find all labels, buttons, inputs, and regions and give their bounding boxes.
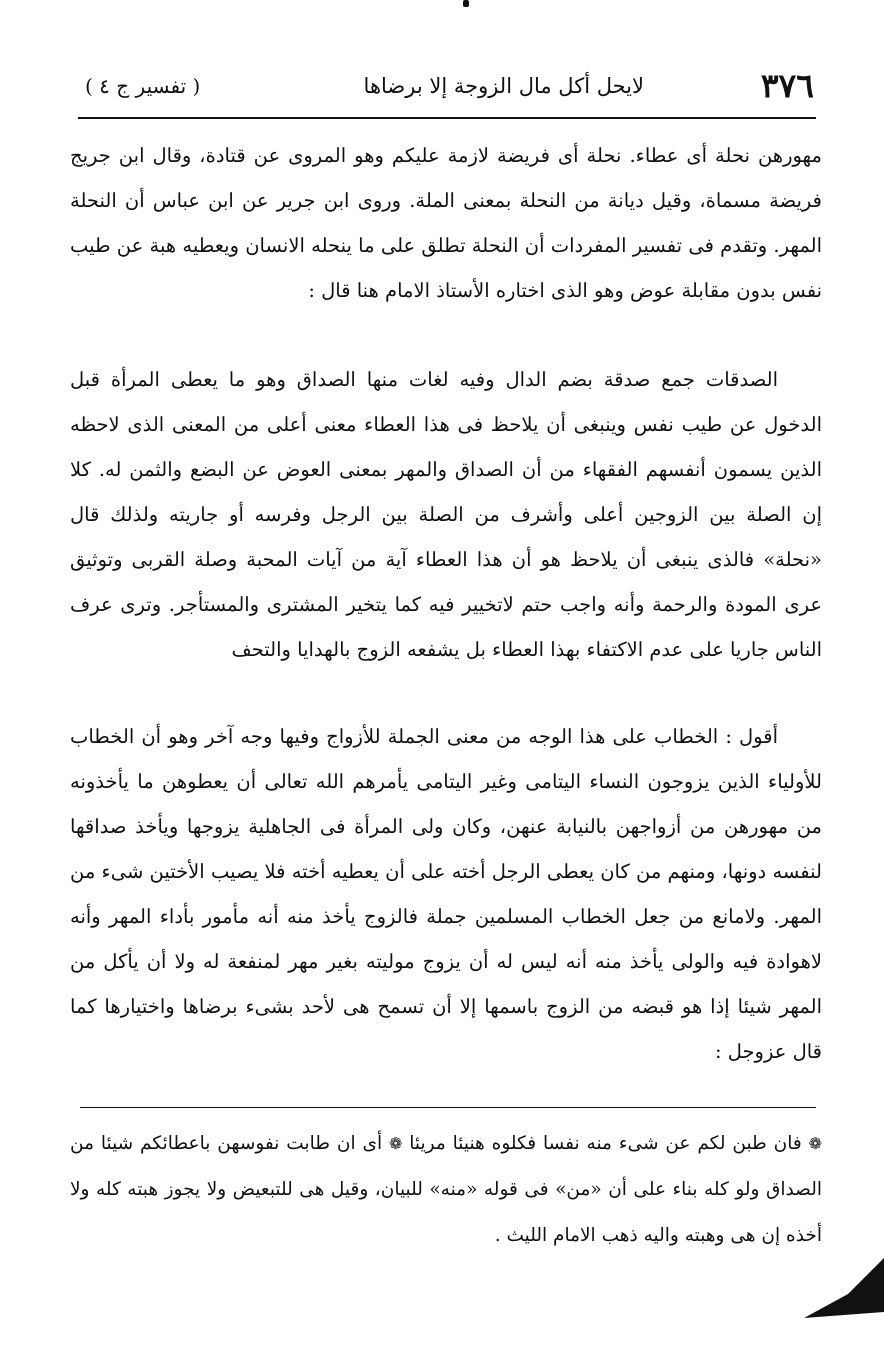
book-reference: ( تفسير ج ٤ ) xyxy=(85,74,201,98)
verse-rule xyxy=(80,1107,816,1108)
running-title: لايحل أكل مال الزوجة إلا برضاها xyxy=(363,74,644,98)
paragraph-3: أقول : الخطاب على هذا الوجه من معنى الجملة للأزواج وفيها وجه آخر وهو أن الخطاب للأولياء الذين يزوجون النساء اليتامى وغير اليتامى يأمرهم الله تعالى أن يعطوهن ما يأخذونه من مهورهن من أزواجهن بالنيابة عنهن، وكان ولى المرأة فى الجاهلية يزوجها ويأخذ صداقها لنفسه دونها، ومنهم من كان يعطى الرجل أخته على أن يعطيه أخته فلا يصيب الأختين شىء من المهر. ولامانع من جعل الخطاب المسلمين جملة فالزوج يأخذ منه أنه مأمور بأداء المهر وأنه لاهوادة فيه والولى يأخذ منه أنه ليس له أن يزوج موليته بغير مهر لمنفعة له ولا أن يأكل من المهر شيئا إذا هو قبضه من الزوج باسمها إلا أن تسمح هى لأحد بشىء برضاها واختيارها كما قال عزوجل : xyxy=(70,725,822,1063)
paragraph-2: الصدقات جمع صدقة بضم الدال وفيه لغات منها الصداق وهو ما يعطى المرأة قبل الدخول عن طيب نفس وينبغى أن يلاحظ فى هذا العطاء معنى أعلى من المعنى الذى لاحظه الذين يسمون أنفسهم الفقهاء من أن الصداق والمهر بمعنى العوض عن البضع والثمن له. كلا إن الصلة بين الزوجين أعلى وأشرف من الصلة بين الرجل وفرسه أو جاريته ولذلك قال «نحلة» فالذى ينبغى أن يلاحظ هو أن هذا العطاء آية من آيات المحبة وصلة القربى وتوثيق عرى المودة والرحمة وأنه واجب حتم لاتخيير فيه كما يتخير المشترى والمستأجر. وترى عرف الناس جاريا على عدم الاكتفاء بهذا العطاء بل يشفعه الزوج بالهدايا والتحف xyxy=(70,368,822,661)
verse-commentary: أى ان طابت نفوسهن باعطائكم شيئا من الصداق ولو كله بناء على أن «من» فى قوله «منه» للبيان، وقيل هى للتبعيض ولا يجوز هبته كله ولا أخذه إن هى وهبته واليه ذهب الامام الليث . xyxy=(70,1133,822,1246)
page-speck xyxy=(463,0,469,7)
quran-verse: فان طبن لكم عن شىء منه نفسا فكلوه هنيئا مريئا xyxy=(409,1133,802,1154)
header-rule xyxy=(78,117,816,119)
page-number: ٣٧٦ xyxy=(760,66,814,105)
page-header xyxy=(85,66,814,112)
paragraph-1: مهورهن نحلة أى عطاء. نحلة أى فريضة لازمة عليكم وهو المروى عن قتادة، وقال ابن جريج فريضة مسماة، وقيل ديانة من النحلة بمعنى الملة. وروى ابن جرير عن ابن عباس أن النحلة المهر. وتقدم فى تفسير المفردات أن النحلة تطلق على ما ينحله الانسان ويعطيه هبة عن طيب نفس بدون مقابلة عوض وهو الذى اختاره الأستاذ الامام هنا قال : xyxy=(70,144,822,302)
ornament-close-icon: ❁ xyxy=(389,1134,403,1153)
verse-paragraph xyxy=(70,1121,822,1259)
ornament-open-icon: ❁ xyxy=(808,1134,823,1153)
scan-corner-shadow xyxy=(774,1250,884,1360)
